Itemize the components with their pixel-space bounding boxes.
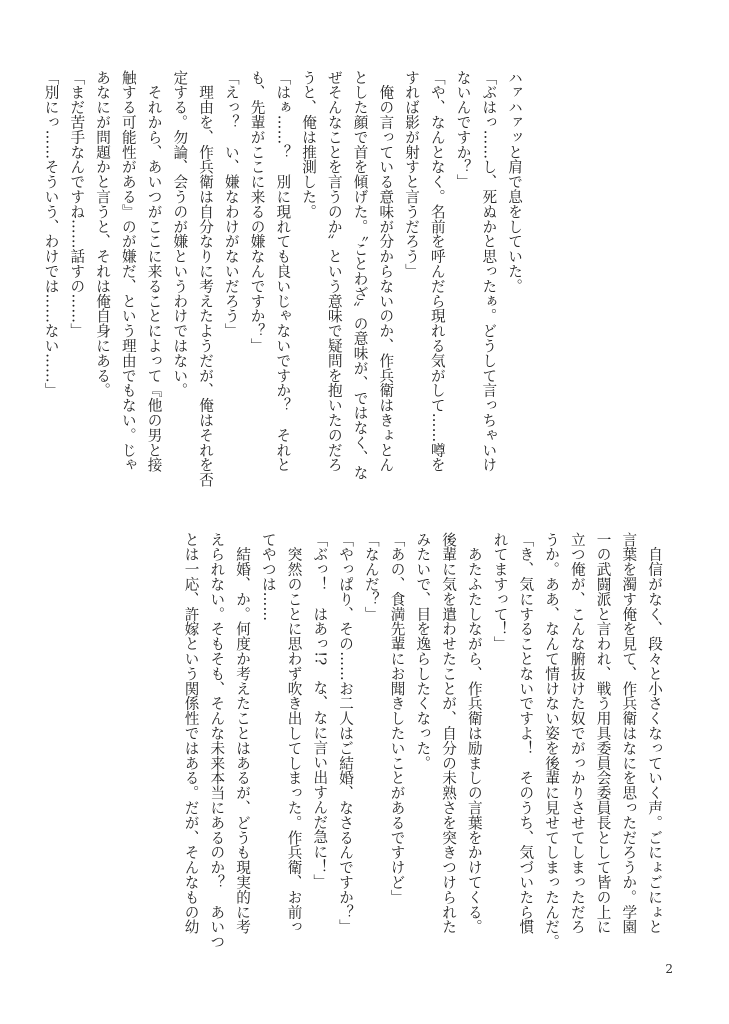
text-line: 「ぶっ！ はあっ!? な、なに言い出すんだ急に！」 <box>311 532 329 889</box>
text-line: あなにが問題かと言うと、それは俺自身にある。 <box>94 70 111 398</box>
text-line: とした顔で首を傾げた。〝ことわざ〟の意味が、ではなく、な <box>351 70 369 480</box>
text-line: 「なんだ？」 <box>362 532 380 622</box>
text-line: 「別にっ……そういう、わけでは……ない……」 <box>42 70 60 398</box>
text-line: 結婚、か。何度か考えたことはあるが、どうも現実的に考 <box>234 532 251 935</box>
text-line: 後輩に気を遣わせたことが、自分の未熟さを突きつけられた <box>440 532 457 935</box>
text-line: 「やっぱり、その……お二人はご結婚、なさるんですか？」 <box>337 532 354 935</box>
upper-text-column <box>42 70 527 507</box>
lower-text-column <box>97 532 667 969</box>
text-line: てやつは…… <box>259 532 277 622</box>
text-line: 言葉を濁す俺を見て、作兵衛はなにを思っただろうか。学園 <box>620 532 638 935</box>
text-line: 「き、気にすることないですよ！ そのうち、気づいたら慣 <box>517 532 535 935</box>
text-line: 一の武闘派と言われ、戦う用具委員会委員長として皆の上に <box>594 532 612 935</box>
text-line: 俺の言っている意味が分からないのか、作兵衛はきょとん <box>377 70 395 473</box>
page-number: 2 <box>665 962 673 976</box>
text-line: とは一応、許嫁という関係性ではある。だが、そんなもの幼 <box>182 532 200 935</box>
text-line: ぜそんなことを言うのか〟という意味で疑問を抱いたのだろ <box>325 70 343 473</box>
text-line: 「や、なんとなく。名前を呼んだら現れる気がして……噂を <box>428 70 446 473</box>
text-line: も、先輩がここに来るの嫌なんですか？」 <box>248 70 266 354</box>
text-line: 「はぁ……？ 別に現れても良いじゃないですか？ それと <box>274 70 292 473</box>
text-line: 突然のことに思わず吹き出してしまった。作兵衛、お前っ <box>285 532 303 935</box>
text-line: れてますって！」 <box>491 532 509 652</box>
text-line: すれば影が射すと言うだろう」 <box>403 70 420 279</box>
text-line: うか。ああ、なんて情けない姿を後輩に見せてしまったんだ。 <box>543 532 560 950</box>
text-line: 「えっ？ い、嫌なわけがないだろう」 <box>222 70 240 339</box>
text-line: 定する。勿論、会うのが嫌というわけではない。 <box>171 70 189 398</box>
text-line: みたいで、目を逸らしたくなった。 <box>414 532 432 771</box>
text-line: ないんですか？」 <box>454 70 472 190</box>
text-line: えられない。そもそも、そんな未来本当にあるのか？ あいつ <box>208 532 226 950</box>
text-line: うと、俺は推測した。 <box>300 70 317 219</box>
text-line: 「あの、食満先輩にお聞きしたいことがあるですけど」 <box>388 532 406 905</box>
text-line: 「まだ苦手なんですね……話すの……」 <box>68 70 86 339</box>
text-line: あたふたしながら、作兵衛は励ましの言葉をかけてくる。 <box>465 532 483 935</box>
text-line: それから、あいつがここに来ることによって『他の男と接 <box>145 70 163 473</box>
text-line: 理由を、作兵衛は自分なりに考えたようだが、俺はそれを否 <box>197 70 214 488</box>
text-line: 触する可能性がある』のが嫌だ、という理由でもない。じゃ <box>119 70 137 473</box>
text-line: 自信がなく、段々と小さくなっていく声。ごにょごにょと <box>646 532 663 935</box>
text-line: 立つ俺が、こんな腑抜けた奴でがっかりさせてしまっただろ <box>568 532 586 935</box>
text-line: 「ぶはっ……し、死ぬかと思ったぁ。どうして言っちゃいけ <box>480 70 498 473</box>
text-line: ハァハァッと肩で息をしていた。 <box>506 70 523 294</box>
